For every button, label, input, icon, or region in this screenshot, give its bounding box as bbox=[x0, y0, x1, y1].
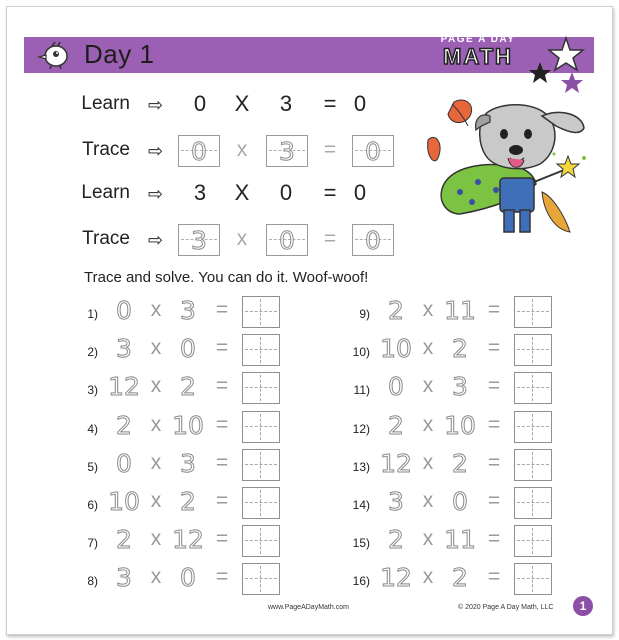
problem-number: 12) bbox=[352, 422, 370, 436]
problem-number: 5) bbox=[87, 460, 98, 474]
problem-operator: x bbox=[422, 451, 434, 474]
footer-copyright: © 2020 Page A Day Math, LLC bbox=[458, 604, 554, 611]
problem-operand-a: 12 bbox=[380, 563, 412, 592]
example-operator: x bbox=[236, 138, 248, 161]
answer-box[interactable] bbox=[514, 563, 552, 595]
problem-number: 2) bbox=[87, 345, 98, 359]
problem-operand-a: 2 bbox=[388, 296, 404, 325]
problem-operator: x bbox=[422, 298, 434, 321]
problem-operand-b: 3 bbox=[180, 296, 196, 325]
problem-number: 3) bbox=[87, 383, 98, 397]
problem-equals: = bbox=[215, 527, 229, 550]
problem-equals: = bbox=[215, 413, 229, 436]
answer-box[interactable] bbox=[514, 525, 552, 557]
example-label: Trace bbox=[82, 139, 130, 160]
problem-equals: = bbox=[487, 298, 501, 321]
page-title: Day 1 bbox=[84, 39, 155, 69]
problem-item bbox=[66, 449, 306, 483]
problem-operand-b: 12 bbox=[172, 525, 204, 554]
problem-operand-b: 11 bbox=[444, 296, 476, 325]
problem-number: 10) bbox=[352, 345, 370, 359]
example-number: 0 bbox=[353, 180, 367, 205]
problem-operand-b: 10 bbox=[444, 411, 476, 440]
problem-number: 15) bbox=[352, 536, 370, 550]
problem-number: 6) bbox=[87, 498, 98, 512]
example-equals: = bbox=[323, 138, 337, 161]
answer-box[interactable] bbox=[242, 525, 280, 557]
answer-box[interactable] bbox=[514, 296, 552, 328]
logo-tagline: PAGE A DAY bbox=[440, 34, 516, 45]
problem-operator: x bbox=[422, 413, 434, 436]
problem-operand-a: 0 bbox=[116, 296, 132, 325]
problem-equals: = bbox=[487, 374, 501, 397]
problem-item bbox=[338, 487, 578, 521]
problem-operator: x bbox=[150, 374, 162, 397]
answer-box[interactable] bbox=[242, 372, 280, 404]
problem-number: 14) bbox=[352, 498, 370, 512]
problem-equals: = bbox=[487, 451, 501, 474]
trace-digit: 0 bbox=[279, 226, 295, 255]
problem-operand-b: 10 bbox=[172, 411, 204, 440]
example-row-learn bbox=[0, 178, 420, 210]
problem-operand-b: 2 bbox=[452, 334, 468, 363]
problem-operator: x bbox=[422, 565, 434, 588]
example-number: 3 bbox=[279, 91, 293, 116]
problem-operand-a: 0 bbox=[388, 372, 404, 401]
arrow-right-icon: ⇨ bbox=[148, 184, 164, 204]
problem-operator: x bbox=[150, 298, 162, 321]
problem-operator: x bbox=[150, 413, 162, 436]
answer-box[interactable] bbox=[242, 296, 280, 328]
trace-digit: 3 bbox=[191, 226, 207, 255]
problem-item bbox=[338, 296, 578, 330]
problem-operator: x bbox=[422, 336, 434, 359]
problem-operator: x bbox=[150, 527, 162, 550]
problem-item bbox=[66, 372, 306, 406]
example-row-trace bbox=[0, 135, 420, 167]
answer-box[interactable] bbox=[514, 372, 552, 404]
star-icon bbox=[522, 36, 592, 100]
answer-box[interactable] bbox=[514, 449, 552, 481]
example-number: 3 bbox=[193, 180, 207, 205]
problem-item bbox=[338, 411, 578, 445]
example-equals: = bbox=[323, 227, 337, 250]
answer-box[interactable] bbox=[242, 334, 280, 366]
answer-box[interactable] bbox=[514, 411, 552, 443]
problem-equals: = bbox=[215, 489, 229, 512]
problem-number: 7) bbox=[87, 536, 98, 550]
example-label: Learn bbox=[81, 182, 130, 203]
example-row-trace bbox=[0, 224, 420, 256]
example-equals: = bbox=[323, 180, 337, 205]
problem-operand-a: 2 bbox=[388, 411, 404, 440]
problem-operand-a: 2 bbox=[388, 525, 404, 554]
trace-box[interactable] bbox=[352, 135, 394, 167]
problem-item bbox=[66, 411, 306, 445]
trace-box[interactable] bbox=[266, 135, 308, 167]
example-equals: = bbox=[323, 91, 337, 116]
example-operator: X bbox=[234, 91, 250, 116]
problem-operand-a: 2 bbox=[116, 525, 132, 554]
problem-item bbox=[338, 334, 578, 368]
answer-box[interactable] bbox=[514, 487, 552, 519]
trace-box[interactable] bbox=[178, 224, 220, 256]
example-operator: X bbox=[234, 180, 250, 205]
problem-number: 9) bbox=[359, 307, 370, 321]
page-number-badge: 1 bbox=[573, 596, 593, 616]
problem-operand-b: 0 bbox=[180, 334, 196, 363]
problem-operator: x bbox=[150, 451, 162, 474]
problem-equals: = bbox=[215, 565, 229, 588]
problem-operand-a: 10 bbox=[108, 487, 140, 516]
problem-operator: x bbox=[422, 374, 434, 397]
trace-digit: 0 bbox=[365, 137, 381, 166]
problem-equals: = bbox=[487, 336, 501, 359]
problem-operand-b: 0 bbox=[180, 563, 196, 592]
problem-number: 13) bbox=[352, 460, 370, 474]
example-label: Learn bbox=[81, 93, 130, 114]
problem-number: 8) bbox=[87, 574, 98, 588]
problem-operand-b: 2 bbox=[180, 372, 196, 401]
problem-operand-a: 12 bbox=[108, 372, 140, 401]
problem-equals: = bbox=[215, 374, 229, 397]
problem-equals: = bbox=[215, 298, 229, 321]
trace-box[interactable] bbox=[266, 224, 308, 256]
trace-digit: 3 bbox=[279, 137, 295, 166]
trace-digit: 0 bbox=[191, 137, 207, 166]
problem-operand-b: 2 bbox=[452, 563, 468, 592]
instruction-text: Trace and solve. You can do it. Woof-woof! bbox=[84, 269, 369, 286]
problem-operand-a: 3 bbox=[116, 563, 132, 592]
logo-wordmark bbox=[437, 45, 519, 69]
problem-operand-a: 12 bbox=[380, 449, 412, 478]
problem-operator: x bbox=[422, 527, 434, 550]
problem-number: 11) bbox=[353, 383, 370, 397]
problem-number: 4) bbox=[87, 422, 98, 436]
answer-box[interactable] bbox=[514, 334, 552, 366]
problem-operand-b: 3 bbox=[180, 449, 196, 478]
problem-operand-a: 3 bbox=[116, 334, 132, 363]
bird-icon bbox=[36, 41, 72, 69]
example-number: 0 bbox=[279, 180, 293, 205]
problem-operator: x bbox=[150, 336, 162, 359]
problem-operand-b: 2 bbox=[180, 487, 196, 516]
problem-equals: = bbox=[487, 413, 501, 436]
problem-item bbox=[66, 334, 306, 368]
trace-box[interactable] bbox=[352, 224, 394, 256]
problem-number: 16) bbox=[352, 574, 370, 588]
arrow-right-icon: ⇨ bbox=[148, 95, 164, 115]
problem-item bbox=[338, 449, 578, 483]
problem-operand-b: 0 bbox=[452, 487, 468, 516]
problem-equals: = bbox=[215, 451, 229, 474]
example-row-learn bbox=[0, 89, 420, 121]
example-number: 0 bbox=[353, 91, 367, 116]
problem-equals: = bbox=[215, 336, 229, 359]
answer-box[interactable] bbox=[242, 563, 280, 595]
logo-wordmark-text: MATH bbox=[443, 44, 513, 69]
arrow-right-icon: ⇨ bbox=[148, 230, 164, 250]
problem-item bbox=[338, 563, 578, 597]
problem-item bbox=[338, 372, 578, 406]
answer-box[interactable] bbox=[242, 487, 280, 519]
problem-operand-a: 10 bbox=[380, 334, 412, 363]
problem-operand-a: 3 bbox=[388, 487, 404, 516]
problem-item bbox=[66, 525, 306, 559]
problem-number: 1) bbox=[87, 307, 98, 321]
problem-operand-b: 11 bbox=[444, 525, 476, 554]
problem-operand-a: 0 bbox=[116, 449, 132, 478]
answer-box[interactable] bbox=[242, 411, 280, 443]
example-label: Trace bbox=[82, 228, 130, 249]
problem-operator: x bbox=[150, 565, 162, 588]
problem-operand-a: 2 bbox=[116, 411, 132, 440]
example-number: 0 bbox=[193, 91, 207, 116]
dog-illustration bbox=[424, 96, 600, 248]
problem-equals: = bbox=[487, 565, 501, 588]
example-operator: x bbox=[236, 227, 248, 250]
problem-operator: x bbox=[422, 489, 434, 512]
problem-item bbox=[66, 563, 306, 597]
footer-url[interactable]: www.PageADayMath.com bbox=[268, 604, 349, 611]
trace-digit: 0 bbox=[365, 226, 381, 255]
problem-item bbox=[66, 487, 306, 521]
problem-equals: = bbox=[487, 527, 501, 550]
answer-box[interactable] bbox=[242, 449, 280, 481]
problem-item bbox=[338, 525, 578, 559]
problem-operator: x bbox=[150, 489, 162, 512]
trace-box[interactable] bbox=[178, 135, 220, 167]
arrow-right-icon: ⇨ bbox=[148, 141, 164, 161]
problem-operand-b: 3 bbox=[452, 372, 468, 401]
problem-operand-b: 2 bbox=[452, 449, 468, 478]
problem-equals: = bbox=[487, 489, 501, 512]
problem-item bbox=[66, 296, 306, 330]
